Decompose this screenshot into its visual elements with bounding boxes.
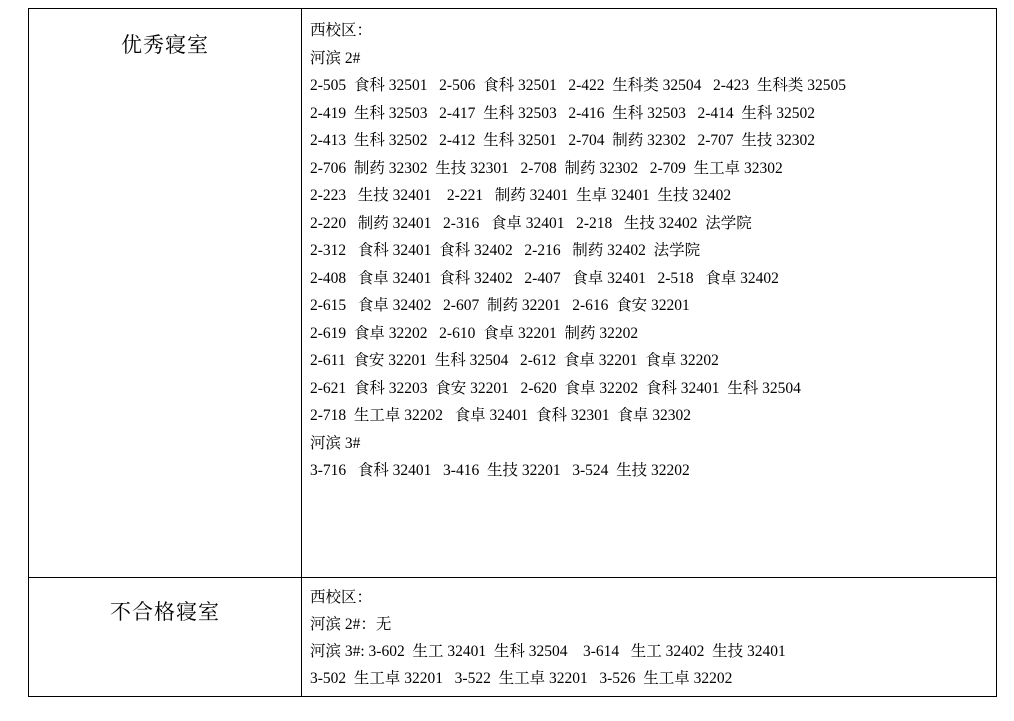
list-item: 2-419 生科 32503 2-417 生科 32503 2-416 生科 32503 2-414 生科 32502 [310, 104, 816, 122]
row-label-fail: 不合格寝室 [110, 600, 220, 624]
excellent-list [302, 9, 996, 577]
row-label-excellent: 优秀寝室 [121, 33, 209, 57]
list-item: 河滨 2#：无 [310, 616, 392, 633]
list-item: 2-220 制药 32401 2-316 食卓 32401 2-218 生技 32402 法学院 [310, 214, 752, 232]
list-item: 2-611 食安 32201 生科 32504 2-612 食卓 32201 食卓 32202 [310, 352, 719, 369]
row-label-fail-cell [29, 578, 302, 697]
list-item: 2-413 生科 32502 2-412 生科 32501 2-704 制药 32302 2-707 生技 32302 [310, 132, 816, 149]
list-item: 2-312 食科 32401 食科 32402 2-216 制药 32402 法学院 [310, 242, 701, 259]
list-item: 河滨 3# [310, 434, 361, 452]
table-row [29, 9, 997, 578]
list-item: 2-619 食卓 32202 2-610 食卓 32201 制药 32202 [310, 324, 639, 342]
dormitory-evaluation-table [28, 8, 997, 697]
list-item: 2-223 生技 32401 2-221 制药 32401 生卓 32401 生技 32402 [310, 187, 732, 204]
list-item: 2-718 生工卓 32202 食卓 32401 食科 32301 食卓 32302 [310, 407, 692, 424]
fail-list [302, 578, 996, 696]
row-content-excellent-cell [302, 9, 997, 578]
list-item: 西校区： [310, 22, 373, 39]
list-item: 2-615 食卓 32402 2-607 制药 32201 2-616 食安 32201 [310, 297, 690, 314]
list-item: 河滨 3#: 3-602 生工 32401 生科 32504 3-614 生工 32402 生技 32401 [310, 643, 786, 660]
list-item: 2-408 食卓 32401 食科 32402 2-407 食卓 32401 2-518 食卓 32402 [310, 269, 779, 287]
row-content-fail-cell [302, 578, 997, 697]
list-item: 3-502 生工卓 32201 3-522 生工卓 32201 3-526 生工卓 32202 [310, 670, 733, 687]
list-item: 2-621 食科 32203 食安 32201 2-620 食卓 32202 食科 32401 生科 32504 [310, 379, 801, 397]
row-label-excellent-cell [29, 9, 302, 578]
list-item: 2-505 食科 32501 2-506 食科 32501 2-422 生科类 32504 2-423 生科类 32505 [310, 77, 847, 94]
list-item: 河滨 2# [310, 49, 361, 67]
table-row [29, 578, 997, 697]
list-item: 3-716 食科 32401 3-416 生技 32201 3-524 生技 32202 [310, 462, 690, 479]
list-item: 2-706 制药 32302 生技 32301 2-708 制药 32302 2-709 生工卓 32302 [310, 159, 783, 177]
list-item: 西校区： [310, 589, 373, 606]
